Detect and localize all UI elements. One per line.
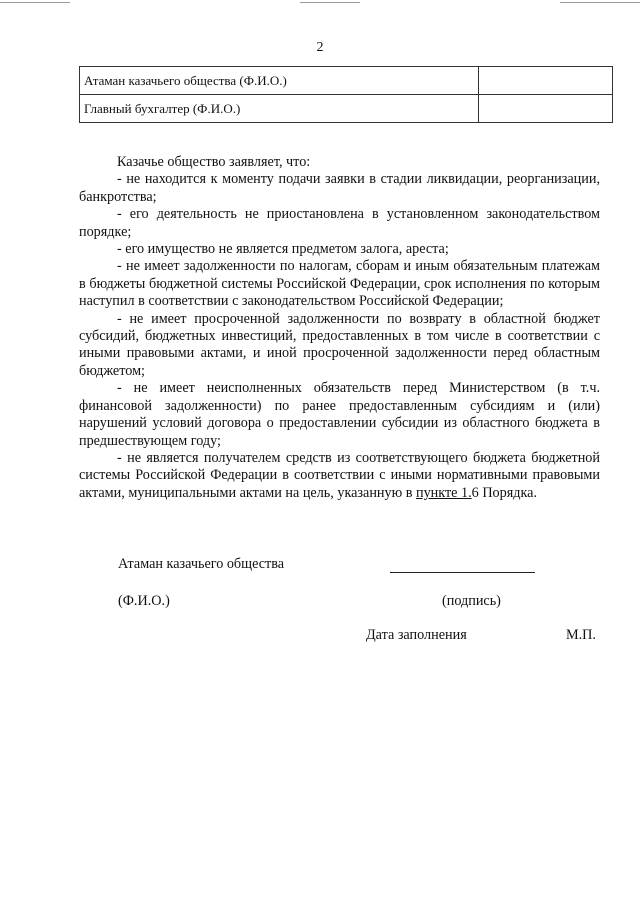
declaration-text (79, 154, 600, 502)
declaration-item: - его деятельность не приостановлена в установленном законодательством порядке; (79, 206, 600, 240)
declaration-item: - не имеет задолженности по налогам, сборам и иным обязательным платежам в бюджеты бюджетной системы Российской Федерации, срок исполнения по которым наступил в соответствии с законодательством Российской Федерации; (79, 258, 600, 310)
signatories-table (79, 66, 613, 123)
declaration-item: - не имеет неисполненных обязательств перед Министерством (в т.ч. финансовой задолженности) по ранее предоставленным субсидиям и (или) нарушений условий договора о предоставлении субсидии из областного бюджета в предшествующем году; (79, 380, 600, 449)
table-row (80, 67, 613, 95)
table-cell-label: Главный бухгалтер (Ф.И.О.) (80, 95, 479, 123)
declaration-item-tail: 6 Порядка. (471, 484, 538, 501)
ataman-label: Атаман казачьего общества (118, 556, 285, 572)
declaration-item-text: - не является получателем средств из соответствующего бюджета бюджетной системы Российской Федерации в соответствии с иными нормативными правовыми актами, муниципальными актами на цель, указанную в (79, 449, 600, 501)
signature-label: (подпись) (442, 593, 501, 609)
table-cell-value (479, 95, 613, 123)
declaration-item: - не имеет просроченной задолженности по возврату в областной бюджет субсидий, бюджетных инвестиций, предоставленных в том числе в соответствии с иными правовыми актами, и иной просроченной задолженности перед областным бюджетом; (79, 310, 600, 379)
declaration-item-last (79, 450, 600, 502)
declaration-item: - его имущество не является предметом залога, ареста; (117, 241, 449, 258)
date-label: Дата заполнения (366, 627, 467, 643)
table-cell-label: Атаман казачьего общества (Ф.И.О.) (80, 67, 479, 95)
fio-label: (Ф.И.О.) (118, 593, 170, 609)
declaration-intro: Казачье общество заявляет, что: (117, 154, 311, 170)
page-number: 2 (316, 40, 324, 55)
scan-top-border (0, 2, 640, 4)
table-row (80, 95, 613, 123)
stamp-label: М.П. (566, 627, 596, 643)
signature-line (390, 572, 535, 573)
declaration-item: - не находится к моменту подачи заявки в стадии ликвидации, реорганизации, банкротства; (79, 171, 600, 205)
order-clause-link[interactable]: пункте 1. (416, 484, 472, 501)
table-cell-value (479, 67, 613, 95)
